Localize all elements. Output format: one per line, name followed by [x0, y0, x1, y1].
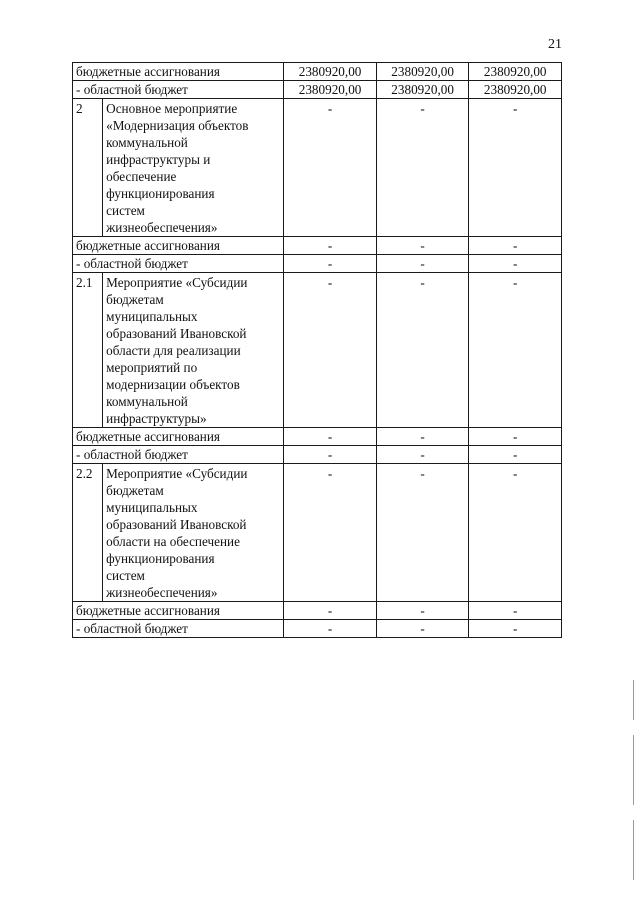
value-cell: - — [376, 99, 469, 237]
item-name-line: коммунальной — [106, 394, 188, 409]
value-cell: - — [284, 446, 377, 464]
value-cell: - — [284, 255, 377, 273]
value-cell: - — [376, 620, 469, 638]
value-cell: 2380920,00 — [284, 81, 377, 99]
row-label: бюджетные ассигнования — [73, 63, 284, 81]
value-cell: - — [284, 464, 377, 602]
table-row — [73, 464, 562, 602]
value-cell: - — [469, 99, 562, 237]
item-name-line: муниципальных — [106, 500, 198, 515]
table-row — [73, 620, 562, 638]
item-name — [103, 273, 284, 428]
value-cell: - — [284, 428, 377, 446]
item-name-line: функционирования — [106, 551, 215, 566]
item-name-line: инфраструктуры и — [106, 152, 211, 167]
scan-edge-mark — [633, 820, 634, 880]
item-name-line: функционирования — [106, 186, 215, 201]
item-name-line: области для реализации — [106, 343, 241, 358]
item-number: 2.2 — [73, 464, 103, 602]
item-name-line: области на обеспечение — [106, 534, 240, 549]
value-cell: - — [376, 255, 469, 273]
value-cell: - — [376, 237, 469, 255]
page-number: 21 — [548, 37, 562, 52]
table-row — [73, 602, 562, 620]
budget-table — [72, 62, 562, 638]
value-cell: - — [284, 620, 377, 638]
row-label: - областной бюджет — [73, 255, 284, 273]
item-name-line: инфраструктуры» — [106, 411, 207, 426]
value-cell: - — [376, 602, 469, 620]
table-row — [73, 428, 562, 446]
item-name-line: обеспечение — [106, 169, 177, 184]
value-cell: - — [376, 446, 469, 464]
value-cell: 2380920,00 — [376, 81, 469, 99]
value-cell: - — [469, 237, 562, 255]
item-name-line: бюджетам — [106, 292, 164, 307]
value-cell: - — [376, 428, 469, 446]
item-name-line: Мероприятие «Субсидии — [106, 466, 248, 481]
table-row — [73, 255, 562, 273]
item-name-line: Основное мероприятие — [106, 101, 238, 116]
table-row — [73, 446, 562, 464]
item-name-line: систем — [106, 203, 145, 218]
table-row — [73, 237, 562, 255]
item-name-line: муниципальных — [106, 309, 198, 324]
row-label: бюджетные ассигнования — [73, 428, 284, 446]
item-name — [103, 464, 284, 602]
item-number: 2.1 — [73, 273, 103, 428]
value-cell: - — [376, 273, 469, 428]
item-name-line: модернизации объектов — [106, 377, 240, 392]
value-cell: - — [469, 602, 562, 620]
item-number: 2 — [73, 99, 103, 237]
table-row — [73, 273, 562, 428]
table-row — [73, 99, 562, 237]
table-row — [73, 63, 562, 81]
value-cell: - — [284, 99, 377, 237]
item-name-line: систем — [106, 568, 145, 583]
table-row — [73, 81, 562, 99]
item-name-line: образований Ивановской — [106, 326, 247, 341]
value-cell: - — [469, 273, 562, 428]
item-name-line: Мероприятие «Субсидии — [106, 275, 248, 290]
item-name-line: мероприятий по — [106, 360, 198, 375]
value-cell: - — [469, 620, 562, 638]
scan-edge-mark — [633, 735, 634, 805]
item-name-line: жизнеобеспечения» — [106, 585, 218, 600]
value-cell: 2380920,00 — [469, 63, 562, 81]
row-label: бюджетные ассигнования — [73, 237, 284, 255]
item-name-line: коммунальной — [106, 135, 188, 150]
value-cell: - — [376, 464, 469, 602]
scan-edge-mark — [633, 680, 634, 720]
value-cell: - — [469, 428, 562, 446]
row-label: - областной бюджет — [73, 81, 284, 99]
value-cell: 2380920,00 — [469, 81, 562, 99]
value-cell: - — [469, 255, 562, 273]
value-cell: - — [469, 464, 562, 602]
item-name — [103, 99, 284, 237]
value-cell: 2380920,00 — [284, 63, 377, 81]
value-cell: - — [284, 237, 377, 255]
item-name-line: «Модернизация объектов — [106, 118, 249, 133]
value-cell: - — [469, 446, 562, 464]
item-name-line: бюджетам — [106, 483, 164, 498]
row-label: - областной бюджет — [73, 446, 284, 464]
value-cell: - — [284, 602, 377, 620]
value-cell: - — [284, 273, 377, 428]
item-name-line: образований Ивановской — [106, 517, 247, 532]
row-label: бюджетные ассигнования — [73, 602, 284, 620]
row-label: - областной бюджет — [73, 620, 284, 638]
value-cell: 2380920,00 — [376, 63, 469, 81]
item-name-line: жизнеобеспечения» — [106, 220, 218, 235]
